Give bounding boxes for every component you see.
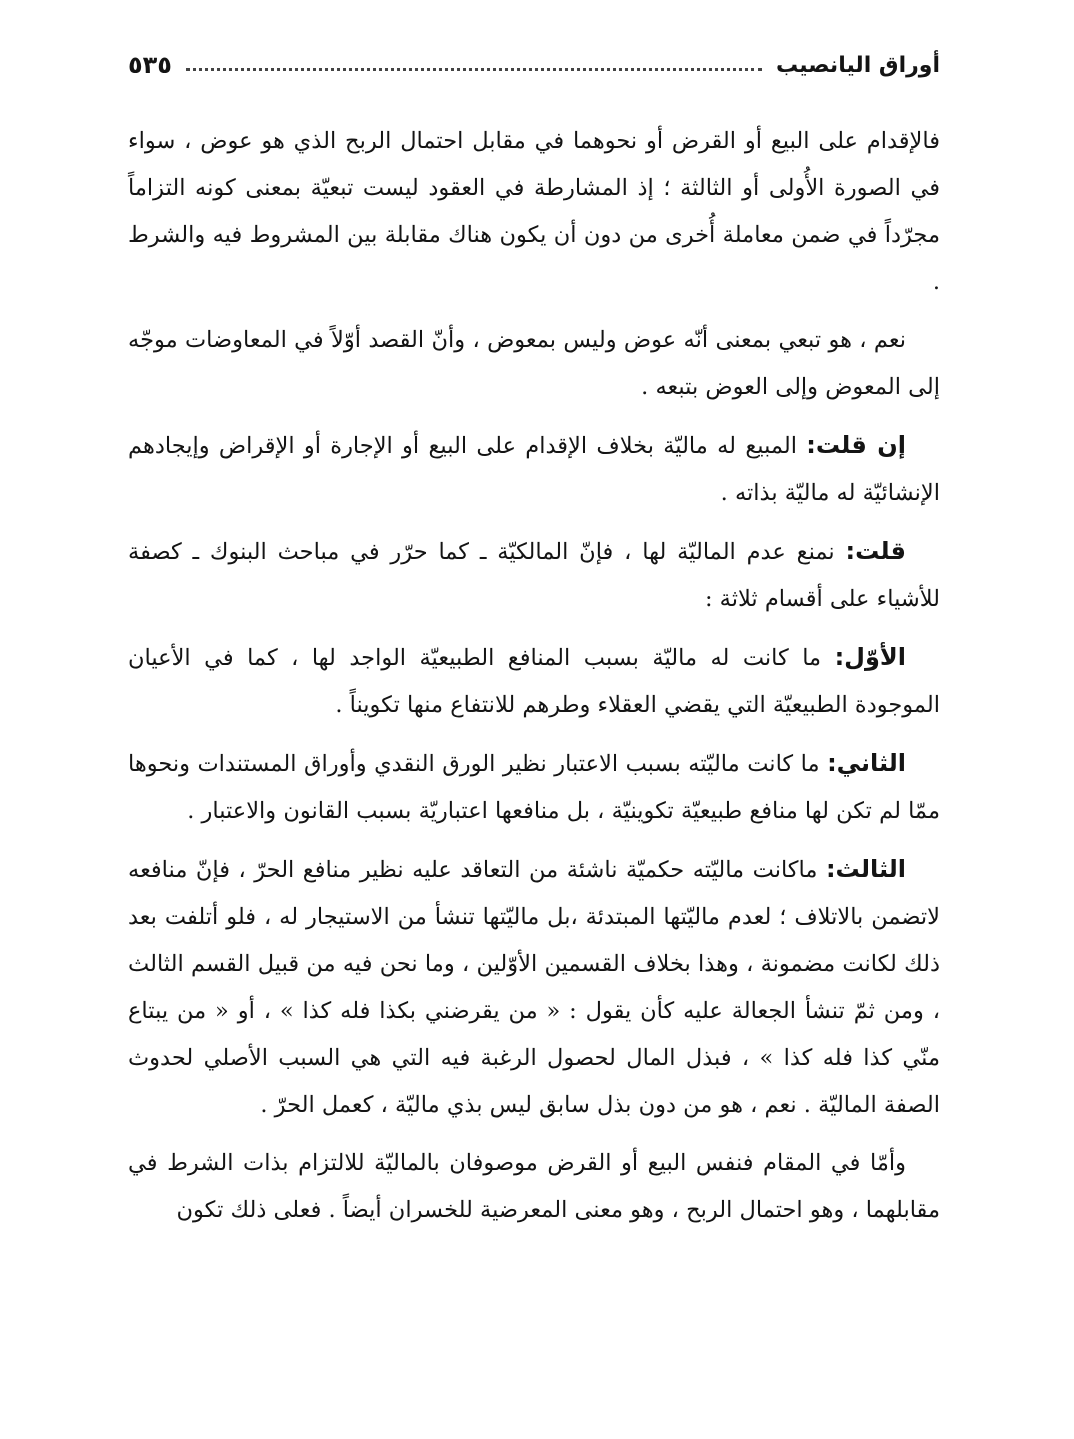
leader-dots: [186, 68, 762, 71]
paragraph-text: ما كانت له ماليّة بسبب المنافع الطبيعيّة الواجد لها ، كما في الأعيان الموجودة الطبيعيّة التي يقضي العقلاء وطرهم للانتفاع منها تكويناً .: [128, 645, 940, 718]
paragraph-text: المبيع له ماليّة بخلاف الإقدام على البيع أو الإجارة أو الإقراض وإيجادهم الإنشائيّة له ماليّة بذاته .: [128, 433, 940, 506]
paragraph-lead: قلت:: [845, 537, 906, 565]
paragraph-lead: الأوّل:: [834, 643, 906, 671]
paragraph-lead: إن قلت:: [806, 431, 906, 459]
paragraph-6: [128, 740, 940, 835]
paragraph-text: فالإقدام على البيع أو القرض أو نحوهما في مقابل احتمال الربح الذي هو عوض ، سواء في الصورة الأُولى أو الثالثة ؛ إذ المشارطة في العقود ليست تبعيّة بمعنى كونه التزاماً مجرّداً في ضمن معاملة أُخرى من دون أن يكون هناك مقابلة بين المشروط فيه والشرط .: [128, 128, 940, 295]
paragraph-text: ماكانت ماليّته حكميّة ناشئة من التعاقد عليه نظير منافع الحرّ ، فإنّ منافعه لاتضمن بالاتلاف ؛ لعدم ماليّتها المبتدئة ،بل ماليّتها تنشأ من الاستيجار له ، فلو أتلفت بعد ذلك لكانت مضمونة ، وهذا بخلاف القسمين الأوّلين ، وما نحن فيه من قبيل القسم الثالث ، ومن ثمّ تنشأ الجعالة عليه كأن يقول : « من يقرضني بكذا فله كذا » ، أو « من يبتاع منّي كذا فله كذا » ، فبذل المال لحصول الرغبة فيه التي هي السبب الأصلي لحدوث الصفة الماليّة . نعم ، هو من دون بذل سابق ليس بذي ماليّة ، كعمل الحرّ .: [128, 857, 940, 1118]
paragraph-text: نعم ، هو تبعي بمعنى أنّه عوض وليس بمعوض ، وأنّ القصد أوّلاً في المعاوضات موجّه إلى المعوض وإلى العوض بتبعه .: [128, 327, 940, 400]
paragraph-text: وأمّا في المقام فنفس البيع أو القرض موصوفان بالماليّة للالتزام بذات الشرط في مقابلهما ، وهو احتمال الربح ، وهو معنى المعرضية للخسران أيضاً . فعلى ذلك تكون: [128, 1150, 940, 1223]
paragraph-8: [128, 1140, 940, 1234]
page-number: ٥٣٥: [128, 51, 172, 79]
paragraph-2: [128, 317, 940, 411]
paragraph-text: نمنع عدم الماليّة لها ، فإنّ المالكيّة ـ كما حرّر في مباحث البنوك ـ كصفة للأشياء على أقسام ثلاثة :: [128, 539, 940, 612]
page: [128, 42, 940, 1245]
paragraph-1: [128, 118, 940, 306]
running-header: [128, 42, 940, 88]
paragraph-7: [128, 846, 940, 1129]
body-text: [128, 118, 940, 1234]
paragraph-lead: الثالث:: [825, 855, 906, 883]
paragraph-text: ما كانت ماليّته بسبب الاعتبار نظير الورق النقدي وأوراق المستندات ونحوها ممّا لم تكن لها منافع طبيعيّة تكوينيّة ، بل منافعها اعتباريّة بسبب القانون والاعتبار .: [128, 751, 940, 824]
paragraph-5: [128, 634, 940, 729]
paragraph-3: [128, 422, 940, 517]
paragraph-lead: الثاني:: [827, 749, 906, 777]
running-title: أوراق اليانصيب: [775, 52, 940, 78]
paragraph-4: [128, 528, 940, 623]
